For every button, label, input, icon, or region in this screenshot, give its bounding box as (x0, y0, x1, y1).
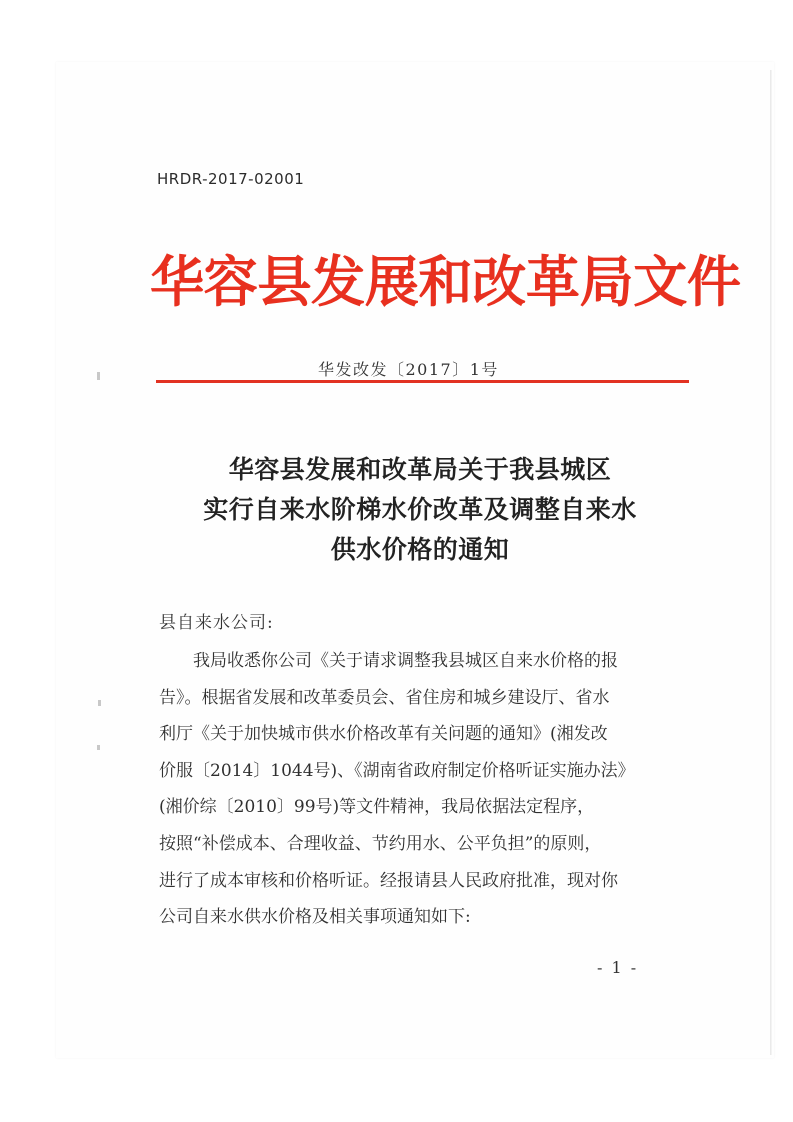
body-line: 利厅《关于加快城市供水价格改革有关问题的通知》(湘发改 (159, 724, 608, 745)
body-line: 公司自来水供水价格及相关事项通知如下: (159, 907, 471, 928)
body-line: 进行了成本审核和价格听证。经报请县人民政府批准，现对你 (159, 870, 618, 891)
issuer-header: 华容县发展和改革局文件 (150, 249, 741, 314)
notice-title-line: 实行自来水阶梯水价改革及调整自来水 (203, 495, 637, 524)
notice-title-line: 华容县发展和改革局关于我县城区 (228, 455, 612, 484)
document-id-code: HRDR-2017-02001 (157, 170, 305, 188)
salutation: 县自来水公司: (159, 613, 274, 633)
body-line: 告》。根据省发展和改革委员会、省住房和城乡建设厅、省水 (159, 687, 610, 708)
body-line: 按照“补偿成本、合理收益、节约用水、公平负担”的原则， (159, 833, 602, 854)
document-number: 华发改发〔2017〕1号 (318, 360, 499, 379)
notice-title-line: 供水价格的通知 (330, 535, 510, 564)
scan-mark (97, 745, 100, 750)
page-edge (770, 70, 772, 1055)
body-text (159, 643, 691, 936)
body-line: 我局收悉你公司《关于请求调整我县城区自来水价格的报 (159, 651, 618, 671)
scan-mark (97, 372, 100, 380)
page-number: - 1 - (597, 958, 639, 977)
scan-mark (98, 700, 101, 706)
body-line: 价服〔2014〕1044号)、《湖南省政府制定价格听证实施办法》 (159, 760, 635, 781)
notice-title (150, 450, 690, 570)
red-divider-line (156, 380, 689, 383)
body-line: (湘价综〔2010〕99号)等文件精神，我局依据法定程序， (159, 797, 595, 818)
